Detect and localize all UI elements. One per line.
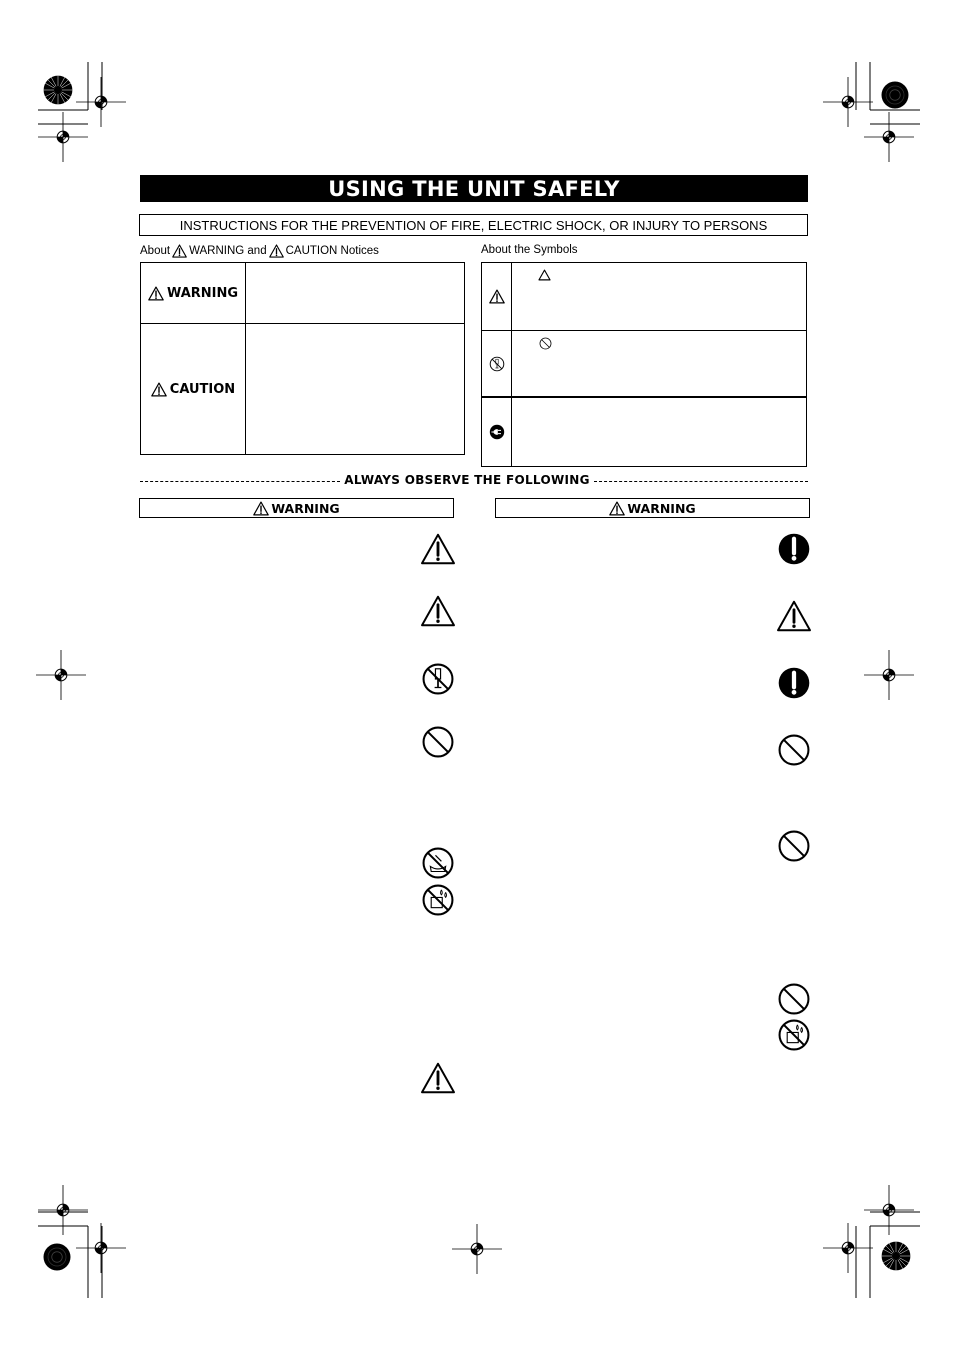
warning-triangle-icon <box>148 286 164 301</box>
crop-mark-bottom-right <box>810 1178 930 1298</box>
warning-triangle-icon <box>172 244 187 258</box>
notice-row-caution <box>141 324 464 454</box>
crop-mark-bottom-center <box>452 1224 502 1274</box>
crop-mark-top-right <box>810 62 930 182</box>
do-not-get-wet-icon <box>421 883 455 917</box>
symbol-cell <box>482 263 512 330</box>
about-symbols-label <box>481 244 578 256</box>
left-warning-header <box>139 498 454 518</box>
notice-row-warning <box>141 263 464 324</box>
symbol-row-mandatory <box>482 398 806 466</box>
about-caution-word: CAUTION Notices <box>285 245 379 257</box>
crop-mark-bottom-left <box>28 1178 148 1298</box>
instructions-banner <box>139 214 808 236</box>
symbols-table <box>481 262 807 467</box>
divider-dashed-left <box>140 481 340 482</box>
notice-table <box>140 262 465 455</box>
warning-label: WARNING <box>166 285 239 301</box>
symbol-cell <box>482 331 512 396</box>
warning-label-cell <box>141 263 246 323</box>
warning-triangle-icon <box>253 501 269 516</box>
do-not-disassemble-icon <box>489 356 505 372</box>
page-title: USING THE UNIT SAFELY <box>328 176 620 201</box>
right-warning-label: WARNING <box>627 500 696 516</box>
caution-triangle-icon <box>420 1062 456 1094</box>
page-title-bar <box>140 175 808 202</box>
prohibited-icon <box>777 829 811 863</box>
about-notices-label <box>140 244 379 258</box>
right-warning-header <box>495 498 810 518</box>
caution-triangle-icon <box>151 382 167 397</box>
divider-dashed-right <box>594 481 808 482</box>
about-symbols-text: About the Symbols <box>481 244 578 256</box>
inline-prohibited-icon <box>539 335 552 354</box>
unplug-icon <box>489 424 505 440</box>
symbol-row-caution <box>482 263 806 330</box>
prohibited-icon <box>777 982 811 1016</box>
about-prefix: About <box>140 245 171 257</box>
do-not-use-near-water-icon <box>421 846 455 880</box>
always-observe-heading: ALWAYS OBSERVE THE FOLLOWING <box>340 473 594 487</box>
prohibited-icon <box>421 725 455 759</box>
mandatory-action-icon <box>777 532 811 566</box>
caution-label: CAUTION <box>169 381 236 397</box>
crop-mark-mid-right <box>864 650 914 700</box>
warning-triangle-icon <box>609 501 625 516</box>
inline-triangle-icon <box>538 266 551 285</box>
caution-label-cell <box>141 324 246 454</box>
caution-triangle-icon <box>420 533 456 565</box>
caution-triangle-icon <box>420 595 456 627</box>
instructions-text: INSTRUCTIONS FOR THE PREVENTION OF FIRE, ELECTRIC SHOCK, OR INJURY TO PERSONS <box>179 217 768 233</box>
do-not-get-wet-icon <box>777 1018 811 1052</box>
caution-triangle-icon <box>269 244 284 258</box>
left-warning-label: WARNING <box>271 500 340 516</box>
symbol-cell <box>482 398 512 466</box>
about-warning-word: WARNING and <box>189 245 267 257</box>
caution-triangle-icon <box>489 289 505 304</box>
crop-mark-mid-left <box>36 650 86 700</box>
mandatory-action-icon <box>777 666 811 700</box>
prohibited-icon <box>777 733 811 767</box>
symbol-row-prohibited <box>482 331 806 396</box>
caution-triangle-icon <box>776 600 812 632</box>
do-not-disassemble-icon <box>421 662 455 696</box>
crop-mark-top-left <box>28 62 148 182</box>
